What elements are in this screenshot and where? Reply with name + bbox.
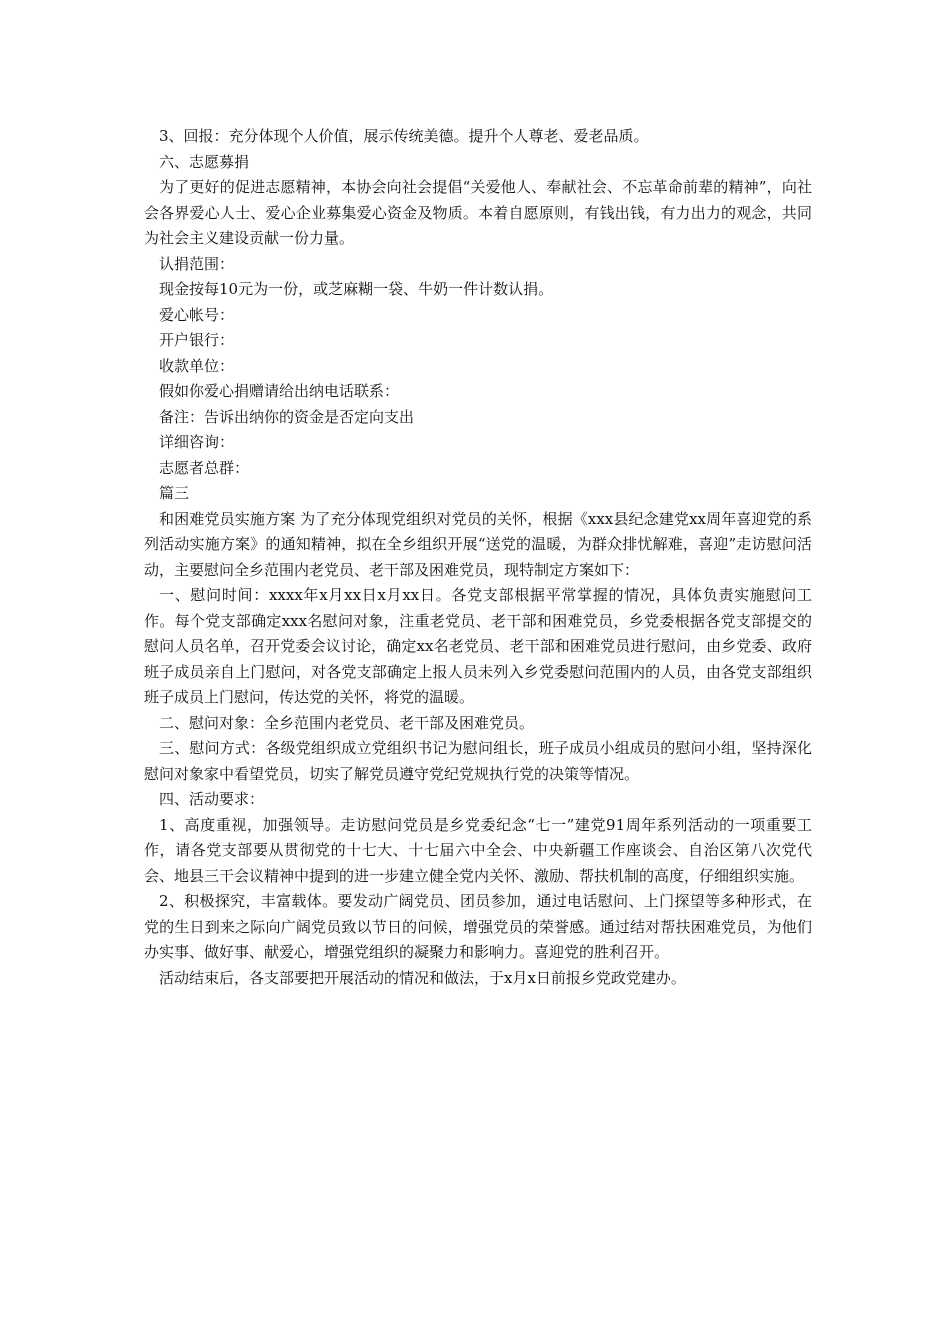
label-love-account: 爱心帐号： — [159, 305, 235, 324]
paragraph-visit-method: 三、慰问方式：各级党组织成立党组织书记为慰问组长，班子成员小组成员的慰问小组，坚持深化慰问对象家中看望党员，切实了解党员遵守党纪党规执行党的决策等情况。 — [144, 739, 812, 783]
paragraph-plan-intro: 和困难党员实施方案 为了充分体现党组织对党员的关怀，根据《xxx县纪念建党xx周年喜迎党的系列活动实施方案》的通知精神，拟在全乡组织开展“送党的温暖，为群众排忧解难，喜迎”走访慰问活动，主要慰问全乡范围内老党员、老干部及困难党员，现特制定方案如下： — [144, 509, 812, 579]
paragraph-visit-target: 二、慰问对象：全乡范围内老党员、老干部及困难党员。 — [159, 713, 535, 732]
paragraph-return-value: 3、回报：充分体现个人价值，展示传统美德。提升个人尊老、爱老品质。 — [159, 127, 649, 145]
label-remark: 备注：告诉出纳你的资金是否定向支出 — [159, 407, 415, 426]
label-bank: 开户银行： — [159, 331, 235, 349]
paragraph-requirement-one: 1、高度重视，加强领导。走访慰问党员是乡党委纪念“七一”建党91周年系列活动的一项重要工作，请各党支部要从贯彻党的十七大、十七届六中全会、中央新疆工作座谈会、自治区第八次党代会、地县三干会议精神中提到的进一步建立健全党内关怀、激励、帮扶机制的高度，仔细组织实施。 — [144, 815, 812, 885]
label-volunteer-group: 志愿者总群： — [159, 458, 250, 477]
heading-part-three: 篇三 — [159, 484, 190, 502]
label-consultation: 详细咨询： — [159, 433, 235, 451]
paragraph-requirement-two: 2、积极探究，丰富载体。要发动广阔党员、团员参加，通过电话慰问、上门探望等多种形式，在党的生日到来之际向广阔党员致以节日的问候，增强党员的荣誉感。通过结对帮扶困难党员，为他们办实事、做好事、献爱心，增强党组织的凝聚力和影响力。喜迎党的胜利召开。 — [144, 892, 812, 961]
label-donation-scope: 认捐范围： — [159, 254, 235, 273]
label-payee: 收款单位： — [159, 356, 235, 375]
paragraph-visit-time: 一、慰问时间：xxxx年x月xx日x月xx日。各党支部根据平常掌握的情况，具体负责实施慰问工作。每个党支部确定xxx名慰问对象，注重老党员、老干部和困难党员，乡党委根据各党支部提交的慰问人员名单，召开党委会议讨论，确定xx名老党员、老干部和困难党员进行慰问，由乡党委、政府班子成员亲自上门慰问，对各党支部确定上报人员未列入乡党委慰问范围内的人员，由各党支部组织班子成员上门慰问，传达党的关怀，将党的温暖。 — [144, 586, 812, 706]
paragraph-closing: 活动结束后，各支部要把开展活动的情况和做法，于x月x日前报乡党政党建办。 — [159, 968, 686, 987]
heading-volunteer-donation: 六、志愿募捐 — [159, 152, 250, 171]
paragraph-donation-intro: 为了更好的促进志愿精神，本协会向社会提倡“关爱他人、奉献社会、不忘革命前辈的精神”，向社会各界爱心人士、爱心企业募集爱心资金及物质。本着自愿原则，有钱出钱，有力出力的观念，共同为社会主义建设贡献一份力量。 — [144, 178, 812, 247]
document-body — [144, 124, 812, 991]
label-cashier-phone: 假如你爱心捐赠请给出纳电话联系： — [159, 382, 400, 400]
paragraph-donation-unit: 现金按每10元为一份，或芝麻糊一袋、牛奶一件计数认捐。 — [159, 280, 554, 298]
heading-activity-requirements: 四、活动要求： — [159, 790, 265, 808]
